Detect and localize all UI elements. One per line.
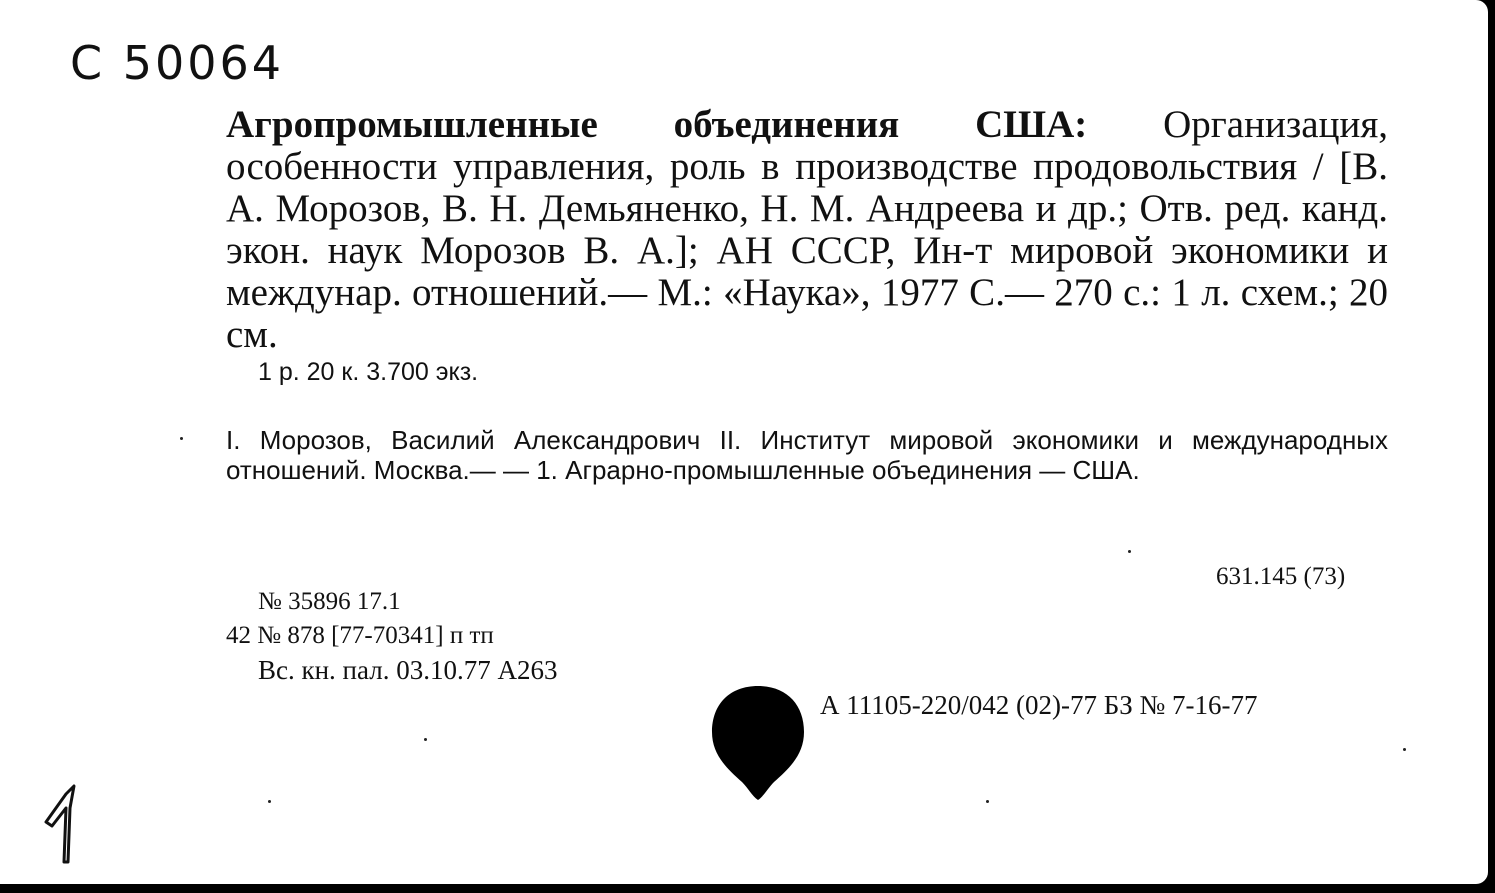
udc-classification: 631.145 (73)	[1216, 563, 1346, 590]
scan-speck	[1128, 550, 1131, 553]
price-and-print-run: 1 р. 20 к. 3.700 экз.	[258, 358, 479, 386]
publisher-index: А 11105-220/042 (02)-77 БЗ № 7-16-77	[820, 690, 1258, 720]
scan-speck	[986, 800, 989, 803]
book-chamber-line: Вс. кн. пал. 03.10.77 А263	[258, 655, 558, 685]
record-number: № 35896 17.1	[258, 588, 401, 615]
order-number: 42 № 878 [77-70341] п тп	[226, 622, 494, 649]
scan-speck	[268, 800, 271, 803]
description-text: Организация, особенности управления, роль в производстве продовольствия / [В. А. Морозов, В. Н. Демьяненко, Н. М. Андреева и др.; Отв. ред. канд. экон. наук Морозов В. А.]; АН СССР, Ин-т мировой экономики и междунар. отношений.— М.: «Наука», 1977 С.— 270 с.: 1 л. схем.; 20 см.	[226, 103, 1389, 356]
scan-speck	[180, 437, 183, 440]
punch-hole-icon	[708, 682, 808, 802]
scan-speck	[424, 738, 427, 741]
handwritten-number-mark	[40, 778, 100, 868]
card-id: С 50064	[70, 36, 285, 90]
subject-headings: I. Морозов, Василий Александрович II. Институт мировой экономики и международных отношений. Москва.— — 1. Аграрно-промышленные объединения — США.	[226, 425, 1388, 485]
scan-speck	[1403, 748, 1406, 751]
book-title: Агропромышленные объединения США:	[226, 103, 1088, 146]
bibliographic-description	[226, 104, 1388, 356]
